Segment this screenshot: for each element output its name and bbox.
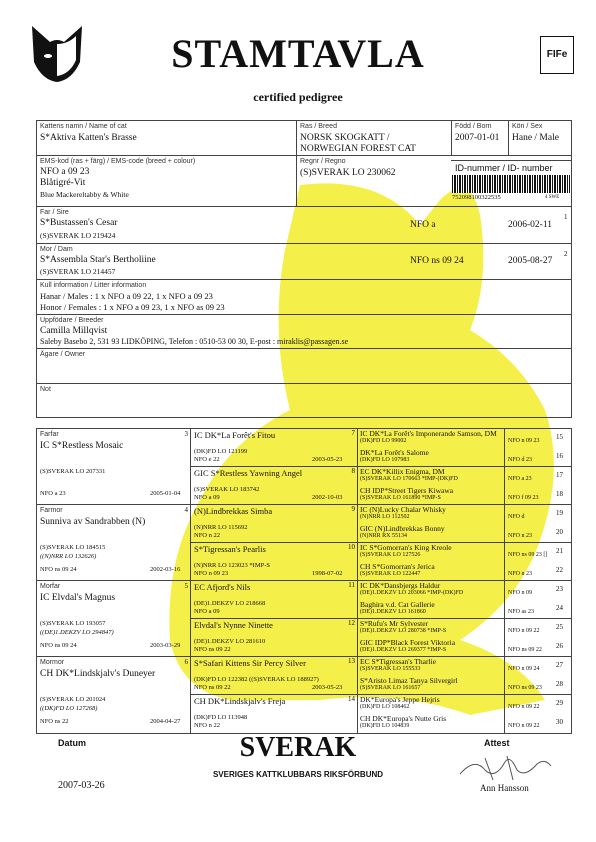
issue-date: 2007-03-26: [58, 780, 105, 791]
great-grandparent-ems: NFO a 09: [194, 608, 220, 615]
ggg-parent-name: DK*Europa's Jeppe Hejris: [360, 695, 440, 704]
great-grandparent-born: 2003-05-23: [312, 456, 343, 463]
great-grandparent-name: Elvdal's Nynne Ninette: [194, 620, 273, 630]
sex-label: Kön / Sex: [512, 123, 543, 130]
ggg-parent-ems: NFO ns 09 23: [508, 685, 542, 691]
grandparent-born: 2004-04-27: [150, 718, 181, 725]
ggg-parent-name: EC S*Tigressan's Tharlie: [360, 657, 436, 666]
breeder-label: Uppfödare / Breeder: [40, 317, 104, 324]
great-grandparent-born: 2003-05-23: [312, 684, 343, 691]
sire-name: S*Bustassen's Cesar: [40, 218, 118, 228]
ggg-parent-name: IC S*Gomorran's King Kreole: [360, 543, 452, 552]
ggg-parent-reg: (DK)FD LO 108462: [360, 704, 410, 710]
great-grandparent-reg: (N)NRR LO 123023 *IMP-S: [194, 562, 271, 569]
grandparent-reg-alt: ((DK)FD LO 127268): [40, 705, 98, 712]
dam-index: 2: [564, 250, 568, 258]
gggp-index: 12: [348, 619, 355, 627]
sverak-logo-text: SVERAK: [239, 732, 357, 763]
ggg-parent-ems: NFO ns 09 23 []: [508, 552, 548, 558]
grandparent-reg-alt: ((DE)1.DEKZV LO 294847): [40, 629, 114, 636]
pedigree-grid: [36, 428, 572, 734]
sex-value: Hane / Male: [512, 133, 559, 143]
grandparent-name: Sunniva av Sandrabben (N): [40, 517, 146, 527]
ggg-parent-ems: NFO n 09: [508, 590, 533, 596]
breeder-name: Camilla Millqvist: [40, 326, 108, 336]
ggg-parent-reg: (DK)FD LO 107983: [360, 457, 410, 463]
ems-label: EMS-kod (ras + färg) / EMS-code (breed + colour): [40, 158, 196, 165]
ggg-parent-ems: NFO n 09 22: [508, 628, 540, 634]
ggg-parent-number: 29: [556, 699, 563, 707]
ggg-parent-ems: NFO n 09 22: [508, 723, 540, 729]
grandparent-born: 2005-01-04: [150, 490, 181, 497]
id-number: 752098100322535: [452, 194, 501, 201]
great-grandparent-ems: NFO n 22: [194, 532, 221, 539]
signature-graphic: [455, 752, 555, 782]
ggg-parent-number: 26: [556, 642, 563, 650]
sire-ems: NFO a: [410, 220, 436, 230]
ggg-parent-reg: (S)SVERAK LO 161657: [360, 685, 421, 691]
ggg-parent-name: IC (N)Lucky Chalar Whisky: [360, 505, 446, 514]
ggg-parent-ems: NFO n 23: [508, 533, 533, 539]
dam-ems: NFO ns 09 24: [410, 256, 464, 266]
great-grandparent-born: 2002-10-03: [312, 494, 343, 501]
gggp-index: 13: [348, 657, 355, 665]
grandparent-reg: (S)SVERAK LO 184515: [40, 544, 106, 551]
ggg-parent-name: DK*La Forêt's Salome: [360, 448, 429, 457]
born-label: Född / Born: [455, 123, 492, 130]
breed-line1: NORSK SKOGKATT /: [300, 133, 390, 143]
born-date: 2007-01-01: [455, 133, 500, 143]
ggg-parent-number: 16: [556, 452, 563, 460]
attest-label: Attest: [484, 738, 510, 748]
ggg-parent-number: 20: [556, 528, 563, 536]
document-subtitle: certified pedigree: [253, 90, 343, 104]
great-grandparent-ems: NFO n 22: [194, 722, 221, 729]
grandparent-born: 2002-03-16: [150, 566, 181, 573]
ggg-parent-number: 17: [556, 471, 563, 479]
ggg-parent-ems: NFO n 09 22: [508, 704, 540, 710]
litter-males: Hanar / Males : 1 x NFO a 09 22, 1 x NFO a 09 23: [40, 291, 213, 301]
ggg-parent-number: 15: [556, 433, 563, 441]
gggp-index: 11: [348, 581, 355, 589]
ggg-parent-number: 18: [556, 490, 563, 498]
id-label: ID-nummer / ID- number: [455, 163, 553, 173]
grandparent-ems: NFO a 23: [40, 490, 66, 497]
ggg-parent-reg: (S)SVERAK LO 161890 *IMP-S: [360, 495, 441, 501]
great-grandparent-reg: (DK)FD LO 121199: [194, 448, 248, 455]
ggg-parent-ems: NFO ns 09 22: [508, 647, 542, 653]
ggg-parent-reg: (DE)1.DEKZV LO 269377 *IMP-S: [360, 647, 447, 653]
great-grandparent-reg: (DK)FD LO 122382 ((S)SVERAK LO 188927): [194, 676, 319, 683]
ggg-parent-reg: (DE)1.DEKZV LO 280738 *IMP-S: [360, 628, 447, 634]
ggg-parent-ems: NFO d: [508, 514, 525, 520]
ggg-parent-name: GIC IDP*Black Forest Viktoria: [360, 638, 456, 647]
great-grandparent-reg: (S)SVERAK LO 183742: [194, 486, 260, 493]
great-grandparent-reg: (DK)FD LO 113948: [194, 714, 248, 721]
ggg-parent-reg: (S)SVERAK LO 170663 *IMP-(DK)FD: [360, 476, 458, 482]
datum-label: Datum: [58, 738, 87, 748]
dam-born: 2005-08-27: [508, 256, 553, 266]
ggg-parent-reg: (DK)FD LO 99002: [360, 438, 407, 444]
gggp-index: 10: [348, 543, 355, 551]
ggg-parent-reg: (DE)1.DEKZV LO 161860: [360, 609, 426, 615]
great-grandparent-ems: NFO ns 09 22: [194, 646, 231, 653]
litter-females: Honor / Females : 1 x NFO a 09 23, 1 x NFO as 09 23: [40, 302, 225, 312]
grandparent-reg-alt: ((N)NRR LO 132626): [40, 553, 97, 560]
dam-name: S*Assembla Star's Bertholiine: [40, 255, 156, 265]
ggp-index: 3: [184, 430, 188, 438]
ems-code: NFO a 09 23: [40, 167, 90, 177]
ggg-parent-name: CH DK*Europa's Nutte Gris: [360, 714, 447, 723]
great-grandparent-reg: (N)NRR LO 115692: [194, 524, 248, 531]
ggg-parent-ems: NFO n 09 23: [508, 438, 540, 444]
grandparent-name: IC S*Restless Mosaic: [40, 441, 124, 451]
ggg-parent-ems: NFO n 23: [508, 571, 533, 577]
grandparent-ems: NFO ns 09 24: [40, 642, 77, 649]
ggg-parent-reg: (N)NRR RX 55134: [360, 533, 408, 539]
sire-reg: (S)SVERAK LO 219424: [40, 231, 116, 240]
grandparent-ems: NFO ns 09 24: [40, 566, 77, 573]
colour-english: Blue Mackereltabby & White: [40, 190, 129, 199]
org-full-name: SVERIGES KATTKLUBBARS RIKSFÖRBUND: [212, 770, 384, 779]
ggg-parent-name: CH S*Gomorran's Jerica: [360, 562, 435, 571]
colour-swedish: Blåtigré-Vit: [40, 178, 86, 188]
fife-logo: FIFe: [540, 36, 574, 74]
ggg-parent-reg: (S)SVERAK LO 127526: [360, 552, 421, 558]
note-label: Not: [40, 386, 51, 393]
ggg-parent-number: 28: [556, 680, 563, 688]
great-grandparent-born: 1998-07-02: [312, 570, 343, 577]
grandparent-name: CH DK*Lindskjalv's Duneyer: [40, 669, 156, 679]
grandparent-label: Mormor: [40, 659, 65, 666]
sire-born: 2006-02-11: [508, 220, 552, 230]
gggp-index: 9: [351, 505, 355, 513]
great-grandparent-name: (N)Lindbrekkas Simba: [194, 506, 273, 516]
ggg-parent-reg: (DK)FD LO 104839: [360, 723, 410, 729]
breeder-address: Saleby Basebo 2, 531 93 LIDKÖPING, Telefon : 0510-53 00 30, E-post : miraklis@passagen.se: [40, 337, 349, 346]
grandparent-label: Farfar: [40, 431, 59, 438]
dam-reg: (S)SVERAK LO 214457: [40, 267, 116, 276]
ggg-parent-reg: (S)SVERAK LO 155533: [360, 666, 421, 672]
ggg-parent-name: IC DK*La Forêt's Imponerande Samson, DM: [360, 429, 497, 438]
great-grandparent-reg: (DE)1.DEKZV LO 281610: [194, 638, 266, 645]
ggg-parent-number: 27: [556, 661, 563, 669]
ggg-parent-reg: (DE)1.DEKZV LO 203066 *IMP-(DK)FD: [360, 590, 464, 596]
great-grandparent-ems: NFO ns 09 22: [194, 684, 231, 691]
ggg-parent-number: 24: [556, 604, 563, 612]
grandparent-reg: (S)SVERAK LO 207331: [40, 468, 106, 475]
barcode-graphic: [452, 175, 570, 193]
grandparent-reg: (S)SVERAK LO 193057: [40, 620, 106, 627]
grandparent-reg: (S)SVERAK LO 201024: [40, 696, 106, 703]
document-title: STAMTAVLA: [171, 31, 425, 76]
ggg-parent-number: 23: [556, 585, 563, 593]
ggg-parent-number: 30: [556, 718, 563, 726]
gggp-index: 14: [348, 695, 355, 703]
sire-label: Far / Sire: [40, 209, 69, 216]
ggg-parent-number: 22: [556, 566, 563, 574]
great-grandparent-name: GIC S*Restless Yawning Angel: [194, 468, 303, 478]
grandparent-born: 2003-03-29: [150, 642, 181, 649]
signer-name: Ann Hansson: [480, 783, 529, 793]
ggg-parent-number: 21: [556, 547, 563, 555]
great-grandparent-ems: NFO a 09: [194, 494, 220, 501]
breed-label: Ras / Breed: [300, 123, 337, 130]
ggp-index: 6: [184, 658, 188, 666]
ggg-parent-ems: NFO f 09 23: [508, 495, 539, 501]
ggg-parent-name: CH IDP*Street Tigers Kiwawa: [360, 486, 454, 495]
ggp-index: 4: [184, 506, 188, 514]
great-grandparent-reg: (DE)1.DEKZV LO 218668: [194, 600, 266, 607]
gggp-index: 7: [351, 429, 355, 437]
great-grandparent-ems: NFO n 09 23: [194, 570, 229, 577]
grandparent-ems: NFO ns 22: [40, 718, 69, 725]
id-suffix: 4 SWE: [545, 195, 560, 200]
breed-line2: NORWEGIAN FOREST CAT: [300, 144, 416, 154]
great-grandparent-name: EC Afjord's Nils: [194, 582, 251, 592]
ggg-parent-name: Baghira v.d. Cat Gallerie: [360, 600, 435, 609]
sire-index: 1: [564, 213, 568, 221]
ggg-parent-number: 19: [556, 509, 563, 517]
ggg-parent-ems: NFO a 23: [508, 476, 532, 482]
ggg-parent-name: IC DK*Dansbjergs Haldur: [360, 581, 441, 590]
grandparent-label: Morfar: [40, 583, 61, 590]
ggg-parent-name: S*Aristo Limaz Tanya Silvergirl: [360, 676, 458, 685]
great-grandparent-name: S*Safari Kittens Sir Percy Silver: [194, 658, 306, 668]
owner-label: Ägare / Owner: [40, 351, 86, 358]
regno-label: Regnr / Regno: [300, 158, 346, 165]
ggg-parent-ems: NFO n 09 24: [508, 666, 540, 672]
dam-label: Mor / Dam: [40, 246, 73, 253]
ggg-parent-reg: (S)SVERAK LO 122447: [360, 571, 421, 577]
great-grandparent-name: IC DK*La Forêt's Fitou: [194, 430, 276, 440]
ggg-parent-ems: NFO d 23: [508, 457, 533, 463]
grandparent-name: IC Elvdal's Magnus: [40, 593, 116, 603]
regno-value: (S)SVERAK LO 230062: [300, 168, 396, 178]
ggg-parent-ems: NFO as 23: [508, 609, 535, 615]
cat-name-label: Kattens namn / Name of cat: [40, 123, 127, 130]
great-grandparent-ems: NFO e 22: [194, 456, 220, 463]
great-grandparent-name: S*Tigressan's Pearlis: [194, 544, 266, 554]
ggg-parent-reg: (N)NRR LO 112502: [360, 514, 410, 520]
gggp-index: 8: [351, 467, 355, 475]
great-grandparent-name: CH DK*Lindskjalv's Freja: [194, 696, 286, 706]
grandparent-label: Farmor: [40, 507, 63, 514]
cat-name: S*Aktiva Katten's Brasse: [40, 133, 137, 143]
ggg-parent-number: 25: [556, 623, 563, 631]
ggg-parent-name: GIC (N)Lindbrekkas Bonny: [360, 524, 445, 533]
ggg-parent-name: EC DK*Killix Enigma, DM: [360, 467, 445, 476]
litter-label: Kull information / Litter information: [40, 282, 147, 289]
ggp-index: 5: [184, 582, 188, 590]
ggg-parent-name: S*Rufu's Mr Sylvester: [360, 619, 429, 628]
